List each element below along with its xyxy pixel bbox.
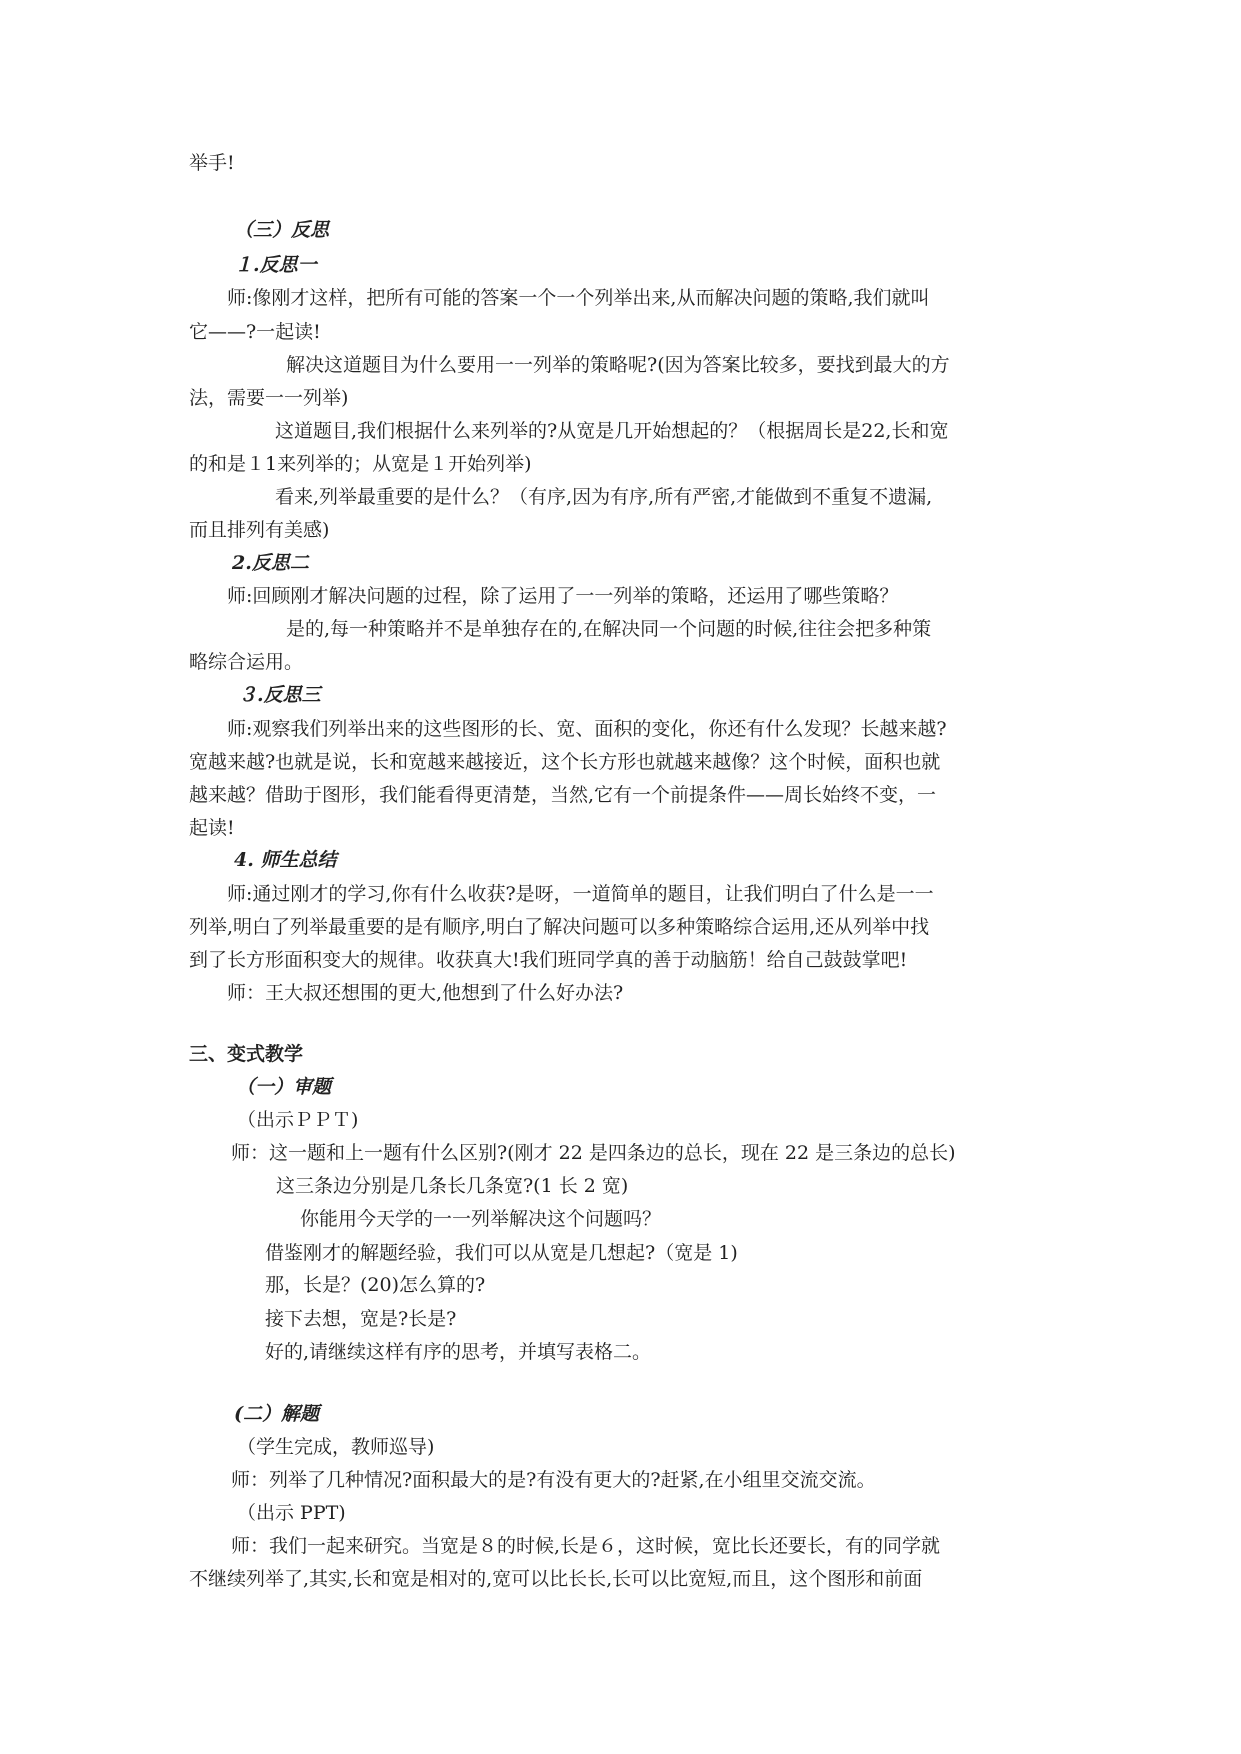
text-line: 不继续列举了,其实,长和宽是相对的,宽可以比长长,长可以比宽短,而且，这个图形和前面 [189,1568,923,1590]
text-line: 列举,明白了列举最重要的是有顺序,明白了解决问题可以多种策略综合运用,还从列举中找 [189,916,930,938]
subheading-solve: (二）解题 [234,1403,319,1425]
text-line: 而且排列有美感) [189,519,330,541]
text-line: 它——?一起读! [189,321,321,343]
text-line: 法，需要一一列举) [189,387,349,409]
text-line: 宽越来越?也就是说，长和宽越来越接近，这个长方形也就越来越像？这个时候，面积也就 [189,751,941,773]
subheading-summary: 4. 师生总结 [234,849,337,871]
text-line: 起读! [189,817,235,839]
text-line: 这道题目,我们根据什么来列举的?从宽是几开始想起的？（根据周长是22,长和宽 [275,420,949,442]
section-heading-variation: 三、变式教学 [189,1043,304,1065]
text-line: （出示ＰＰＴ) [237,1109,359,1131]
text-line: 这三条边分别是几条长几条宽?(1 长 2 宽) [276,1175,629,1197]
text-line: 师:通过刚才的学习,你有什么收获?是呀，一道简单的题目，让我们明白了什么是一一 [227,883,934,905]
text-line: 好的,请继续这样有序的思考，并填写表格二。 [265,1341,652,1363]
text-line: 解决这道题目为什么要用一一列举的策略呢?(因为答案比较多，要找到最大的方 [286,354,950,376]
text-line: 师：列举了几种情况?面积最大的是?有没有更大的?赶紧,在小组里交流交流。 [231,1469,876,1491]
text-line: 到了长方形面积变大的规律。收获真大!我们班同学真的善于动脑筋！给自己鼓鼓掌吧! [189,949,908,971]
text-line: 师：我们一起来研究。当宽是８的时候,长是６，这时候，宽比长还要长，有的同学就 [231,1535,941,1557]
text-line: （出示 PPT) [237,1502,346,1524]
text-line: 师：王大叔还想围的更大,他想到了什么好办法? [227,982,624,1004]
subheading-reflection-3: ３.反思三 [238,684,321,706]
text-line: 借鉴刚才的解题经验，我们可以从宽是几想起?（宽是 1) [265,1242,738,1264]
text-line: 师:像刚才这样，把所有可能的答案一个一个列举出来,从而解决问题的策略,我们就叫 [227,287,930,309]
text-line: 看来,列举最重要的是什么？（有序,因为有序,所有严密,才能做到不重复不遗漏, [275,486,933,508]
text-line: 略综合运用。 [189,651,304,673]
text-line: 接下去想，宽是?长是? [265,1308,457,1330]
text-line: （学生完成，教师巡导) [237,1436,435,1458]
subheading-review: （一）审题 [236,1076,332,1098]
text-line: 你能用今天学的一一列举解决这个问题吗？ [300,1208,662,1230]
text-line: 师:回顾刚才解决问题的过程，除了运用了一一列举的策略，还运用了哪些策略？ [227,585,899,607]
subheading-reflection-2: 2.反思二 [232,552,309,574]
text-line: 举手! [189,152,235,174]
text-line: 那，长是？(20)怎么算的? [265,1274,486,1296]
subheading-reflection-1: １.反思一 [234,254,317,276]
text-line: 越来越？借助于图形，我们能看得更清楚，当然,它有一个前提条件——周长始终不变，一 [189,784,937,806]
text-line: 师：这一题和上一题有什么区别?(刚才 22 是四条边的总长，现在 22 是三条边的总长) [231,1142,956,1164]
text-line: 师:观察我们列举出来的这些图形的长、宽、面积的变化，你还有什么发现？长越来越? [227,718,947,740]
text-line: 的和是１1来列举的；从宽是１开始列举) [189,453,532,475]
section-heading-reflection: （三）反思 [234,219,330,241]
text-line: 是的,每一种策略并不是单独存在的,在解决同一个问题的时候,往往会把多种策 [286,618,932,640]
